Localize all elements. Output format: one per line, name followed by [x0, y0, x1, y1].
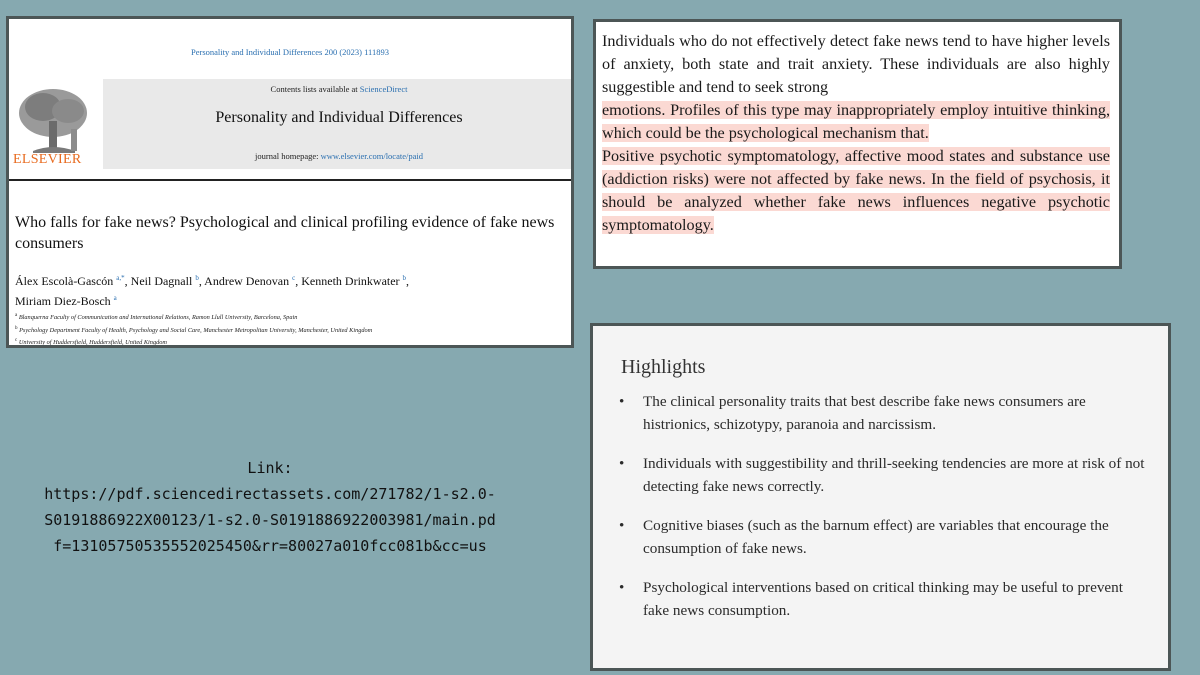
- affiliation: [15, 336, 571, 348]
- sciencedirect-link[interactable]: ScienceDirect: [359, 84, 408, 94]
- list-item: [619, 514, 1149, 560]
- list-item: [619, 390, 1149, 436]
- quote-highlight-1: [602, 99, 1110, 145]
- journal-citation[interactable]: Personality and Individual Differences 200 (2023) 111893: [191, 47, 389, 57]
- source-url[interactable]: https://pdf.sciencedirectassets.com/271782/1-s2.0-S0191886922X00123/1-s2.0-S0191886922003981/main.pdf=13105750535552025450&rr=80027a010fcc081b&cc=us: [44, 485, 496, 555]
- author: Andrew Denovan: [204, 274, 290, 288]
- highlights-list: [619, 390, 1149, 638]
- bullet-icon: •: [619, 393, 625, 410]
- author-affil-mark[interactable]: b: [195, 274, 199, 282]
- author-affil-mark[interactable]: a: [113, 294, 117, 302]
- elsevier-wordmark: ELSEVIER: [13, 152, 82, 167]
- highlight-text: Psychological interventions based on critical thinking may be useful to prevent fake news consumption.: [643, 579, 1123, 619]
- highlights-card: [590, 323, 1171, 671]
- highlight-text: Cognitive biases (such as the barnum effect) are variables that encourage the consumption of fake news.: [643, 517, 1109, 557]
- paper-header-card: [6, 16, 574, 348]
- affiliation-text: Blanquerna Faculty of Communication and International Relations, Ramon Llull University, Barcelona, Spain: [18, 314, 298, 322]
- affiliation: [15, 311, 571, 324]
- quote-plain: Individuals who do not effectively detect fake news tend to have higher levels of anxiety, both state and trait anxiety. These individuals are also highly suggestible and tend to seek strong: [602, 32, 1110, 96]
- highlights-title: Highlights: [621, 356, 706, 378]
- affiliation: [15, 324, 571, 337]
- header-divider: [9, 179, 571, 181]
- author: Miriam Diez-Bosch: [15, 294, 111, 308]
- journal-title: Personality and Individual Differences: [215, 109, 463, 126]
- author: Kenneth Drinkwater: [301, 274, 400, 288]
- bullet-icon: •: [619, 455, 625, 472]
- link-label: Link:: [247, 459, 293, 477]
- author-list: Álex Escolà-Gascón $^{a,*}$, Neil Dagnall $^b$, Andrew Denovan $^c$, Kenneth Drinkwater $^b$, Miriam Diez-Bosch $^a$: [15, 274, 410, 308]
- author-affil-mark[interactable]: a,*: [116, 274, 125, 282]
- affiliations: [15, 311, 571, 348]
- contents-line: [103, 84, 574, 94]
- author: Neil Dagnall: [130, 274, 193, 288]
- list-item: [619, 576, 1149, 622]
- highlighted-text: emotions. Profiles of this type may inappropriately employ intuitive thinking, which could be the psychological mechanism that.: [602, 101, 1110, 142]
- highlight-text: Individuals with suggestibility and thrill-seeking tendencies are more at risk of not detecting fake news correctly.: [643, 455, 1145, 495]
- bullet-icon: •: [619, 579, 625, 596]
- quote-highlight-2: [602, 145, 1110, 237]
- affiliation-mark: b: [15, 325, 18, 331]
- affiliation-text: University of Huddersfield, Huddersfield, United Kingdom: [18, 339, 167, 347]
- bullet-icon: •: [619, 517, 625, 534]
- affiliation-mark: a: [15, 313, 18, 318]
- author-affil-mark[interactable]: b: [402, 274, 407, 282]
- author-affil-mark[interactable]: c: [292, 274, 296, 282]
- quote-text: [602, 30, 1110, 237]
- affiliation-mark: c: [15, 338, 18, 344]
- highlighted-text: Positive psychotic symptomatology, affective mood states and substance use (addiction risks) were not affected by fake news. In the field of psychosis, it should be analyzed whether fake news influences negative psychotic symptomatology.: [602, 147, 1110, 234]
- homepage-prefix: journal homepage:: [255, 151, 321, 161]
- journal-homepage-link[interactable]: www.elsevier.com/locate/paid: [320, 151, 423, 161]
- quote-card: [593, 19, 1122, 269]
- author: Álex Escolà-Gascón: [15, 274, 114, 288]
- list-item: [619, 452, 1149, 498]
- highlight-text: The clinical personality traits that best describe fake news consumers are histrionics, schizotypy, paranoia and narcissism.: [643, 393, 1086, 433]
- affiliation-text: Psychology Department Faculty of Health, Psychology and Social Care, Manchester Metropolitan University, Manchester, United Kingdom: [19, 326, 373, 334]
- link-block: [40, 455, 500, 559]
- homepage-line: [103, 151, 574, 161]
- journal-masthead: [103, 79, 574, 169]
- contents-prefix: Contents lists available at: [270, 84, 360, 94]
- article-title: Who falls for fake news? Psychological and clinical profiling evidence of fake news consumers: [15, 214, 555, 252]
